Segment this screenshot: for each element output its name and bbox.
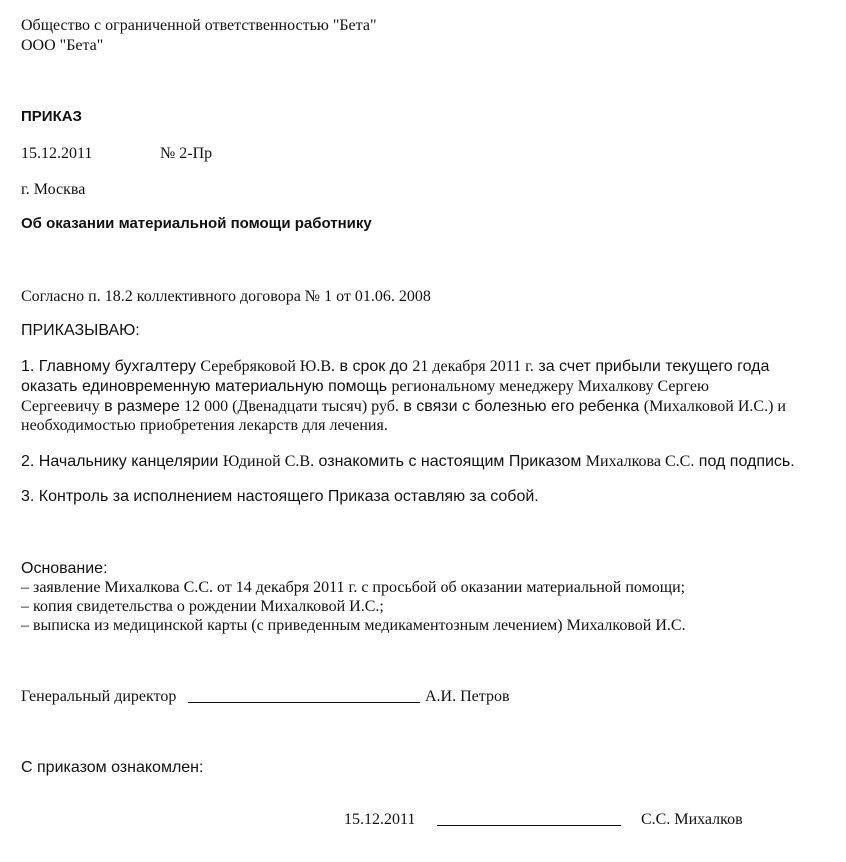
organization-short-name: ООО "Бета" <box>21 37 104 54</box>
order-number: № 2-Пр <box>160 145 213 162</box>
order-date: 15.12.2011 <box>21 145 93 162</box>
item-1-line-4: необходимостью приобретения лекарств для лечения. <box>21 417 388 434</box>
item-2-employee: Михалкова С.С. <box>585 453 695 470</box>
item-1-employee: Сергеевичу <box>21 398 100 415</box>
order-word: ПРИКАЗЫВАЮ: <box>21 322 140 339</box>
grounds-item: – копия свидетельства о рождении Михалковой И.С.; <box>21 598 384 615</box>
grounds-item: – заявление Михалкова С.С. от 14 декабря 2011 г. с просьбой об оказании материальной помощи; <box>21 579 686 596</box>
item-1-text: в связи с болезнью его ребенка <box>398 398 644 415</box>
item-1-line-1 <box>21 358 769 376</box>
item-1-deadline: 21 декабря 2011 г. <box>412 358 534 375</box>
basis-line: Согласно п. 18.2 коллективного договора № 1 от 01.06. 2008 <box>21 288 431 305</box>
item-1-text: оказать единовременную материальную помощь <box>21 378 392 395</box>
acknowledgement-signature-line <box>437 811 621 831</box>
item-2-text: под подпись. <box>694 453 795 470</box>
grounds-item: – выписка из медицинской карты (с приведенным медикаментозным лечением) Михалковой И.С. <box>21 617 686 634</box>
grounds-heading: Основание: <box>21 560 108 577</box>
director-position: Генеральный директор <box>21 688 177 705</box>
order-subject: Об оказании материальной помощи работнику <box>21 215 372 232</box>
item-2-chancellery-head: Юдиной С.В. <box>222 453 315 470</box>
document-title: ПРИКАЗ <box>21 108 82 125</box>
item-1-child: (Михалковой И.С.) и <box>643 398 786 415</box>
item-1-accountant: Серебряковой Ю.В. <box>200 358 336 375</box>
acknowledgement-name: С.С. Михалков <box>641 811 743 828</box>
item-1-text: за счет прибыли текущего года <box>533 358 770 375</box>
organization-full-name: Общество с ограниченной ответственностью "Бета" <box>21 17 377 34</box>
item-3: 3. Контроль за исполнением настоящего Приказа оставляю за собой. <box>21 488 539 505</box>
item-1-text: в срок до <box>335 358 413 375</box>
item-1-text: в размере <box>99 398 185 415</box>
item-1-line-2 <box>21 378 709 396</box>
acknowledgement-label: С приказом ознакомлен: <box>21 759 204 776</box>
item-1-line-3 <box>21 398 786 416</box>
order-city: г. Москва <box>21 181 86 198</box>
item-1-employee: региональному менеджеру Михалкову Сергею <box>391 378 709 395</box>
acknowledgement-date: 15.12.2011 <box>344 811 416 828</box>
item-1-amount: 12 000 (Двенадцати тысяч) <box>184 398 368 415</box>
director-name: А.И. Петров <box>425 688 510 705</box>
item-1-text: 1. Главному бухгалтеру <box>21 358 201 375</box>
item-2 <box>21 453 795 471</box>
item-2-text: 2. Начальнику канцелярии <box>21 453 223 470</box>
director-signature-line <box>188 688 420 708</box>
item-2-text: ознакомить с настоящим Приказом <box>314 453 586 470</box>
item-1-currency: руб. <box>367 398 399 415</box>
